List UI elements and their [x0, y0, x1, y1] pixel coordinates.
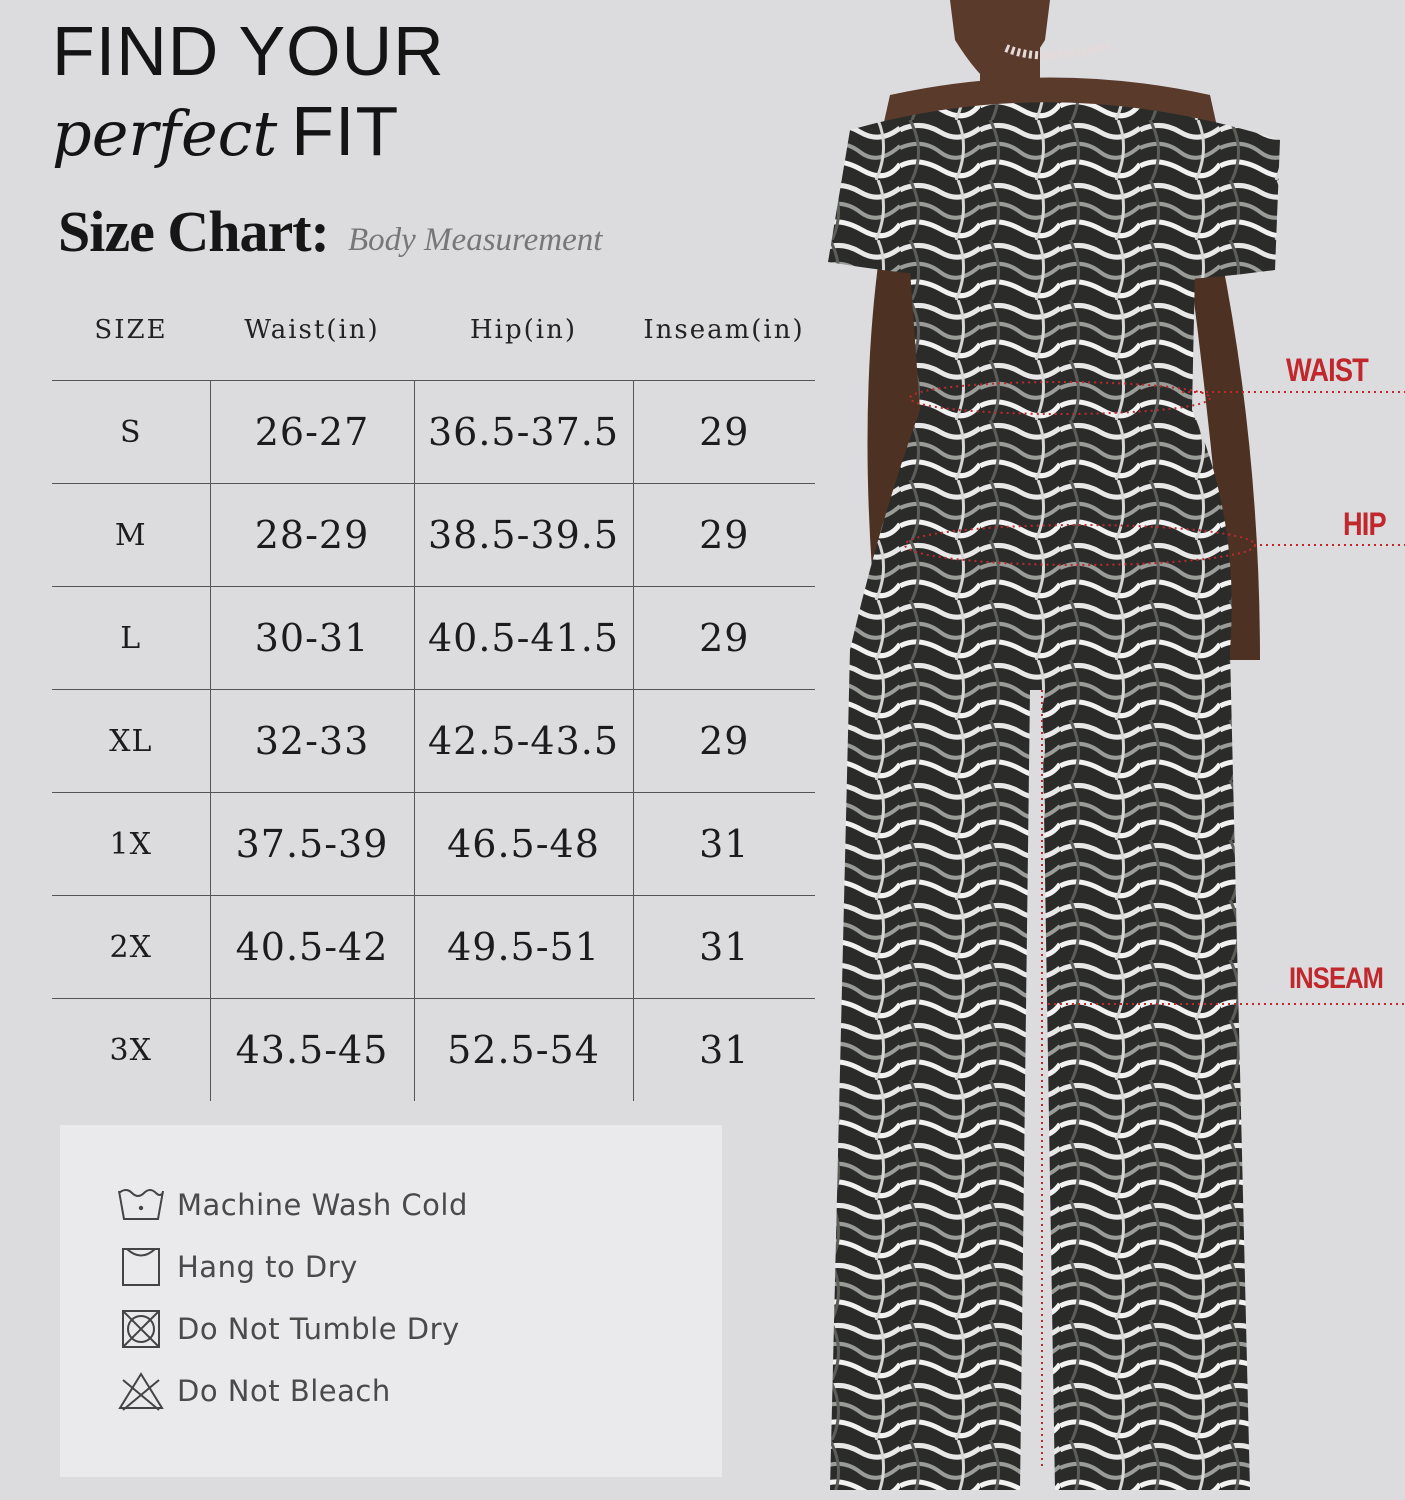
headline-line1: FIND YOUR: [52, 12, 445, 90]
size-cell: 3X: [109, 1032, 152, 1068]
care-item: [115, 1245, 358, 1289]
size-cell: XL: [52, 690, 210, 793]
jumpsuit-pants: [830, 410, 1250, 1490]
table-row: [52, 381, 815, 484]
size-cell: 1X: [52, 793, 210, 896]
header-size: SIZE: [52, 280, 210, 381]
size-cell: S: [52, 381, 210, 484]
table-header-row: [52, 280, 815, 381]
machine-wash-cold-icon: [115, 1183, 167, 1227]
table-row: [52, 587, 815, 690]
table-row: [52, 484, 815, 587]
size-chart-subtitle: Body Measurement: [348, 222, 603, 258]
hang-dry-icon: [115, 1245, 167, 1289]
care-label: Do Not Bleach: [177, 1374, 391, 1408]
inseam-label: INSEAM: [1289, 962, 1384, 995]
headline-line2: [52, 92, 445, 173]
size-chart-title: Size Chart:: [58, 199, 329, 264]
table-row: [52, 793, 815, 896]
no-bleach-icon: [115, 1369, 167, 1413]
hip-cell: 42.5-43.5: [414, 690, 633, 793]
waist-cell: 28-29: [210, 484, 414, 587]
care-label: Do Not Tumble Dry: [177, 1312, 460, 1346]
inseam-cell: 31: [633, 793, 815, 896]
waist-cell: 30-31: [210, 587, 414, 690]
inseam-cell: 29: [633, 587, 815, 690]
headline: [52, 12, 445, 173]
care-item: [115, 1183, 468, 1227]
inseam-cell: 29: [633, 484, 815, 587]
hip-cell: 52.5-54: [414, 999, 633, 1102]
header-hip: Hip(in): [414, 280, 633, 381]
size-cell: 2X: [52, 896, 210, 999]
table-row: [52, 690, 815, 793]
inseam-cell: 31: [633, 999, 815, 1102]
size-cell: M: [52, 484, 210, 587]
table-row: [52, 896, 815, 999]
size-cell: L: [52, 587, 210, 690]
care-instructions-panel: [60, 1125, 722, 1477]
headline-fit: FIT: [291, 92, 400, 170]
headline-script-word: perfect: [52, 97, 278, 170]
hip-cell: 40.5-41.5: [414, 587, 633, 690]
waist-label: WAIST: [1286, 352, 1368, 388]
size-table: [52, 280, 815, 1101]
inseam-cell: 29: [633, 381, 815, 484]
waist-cell: 32-33: [210, 690, 414, 793]
hip-cell: 49.5-51: [414, 896, 633, 999]
inseam-cell: 29: [633, 690, 815, 793]
ruffle-top: [828, 102, 1280, 283]
model-figure-illustration: [820, 0, 1405, 1500]
inseam-cell: 31: [633, 896, 815, 999]
no-tumble-dry-icon: [115, 1307, 167, 1351]
header-inseam: Inseam(in): [633, 280, 815, 381]
waist-cell: 26-27: [210, 381, 414, 484]
waist-cell: 40.5-42: [210, 896, 414, 999]
hip-cell: 46.5-48: [414, 793, 633, 896]
care-item: [115, 1307, 460, 1351]
hip-cell: 36.5-37.5: [414, 381, 633, 484]
waist-cell: 37.5-39: [210, 793, 414, 896]
care-label: Machine Wash Cold: [177, 1188, 468, 1222]
hip-cell: 38.5-39.5: [414, 484, 633, 587]
hip-label: HIP: [1343, 506, 1386, 542]
table-row: [52, 999, 815, 1102]
waist-cell: 43.5-45: [210, 999, 414, 1102]
care-item: [115, 1369, 391, 1413]
care-label: Hang to Dry: [177, 1250, 358, 1284]
header-waist: Waist(in): [210, 280, 414, 381]
